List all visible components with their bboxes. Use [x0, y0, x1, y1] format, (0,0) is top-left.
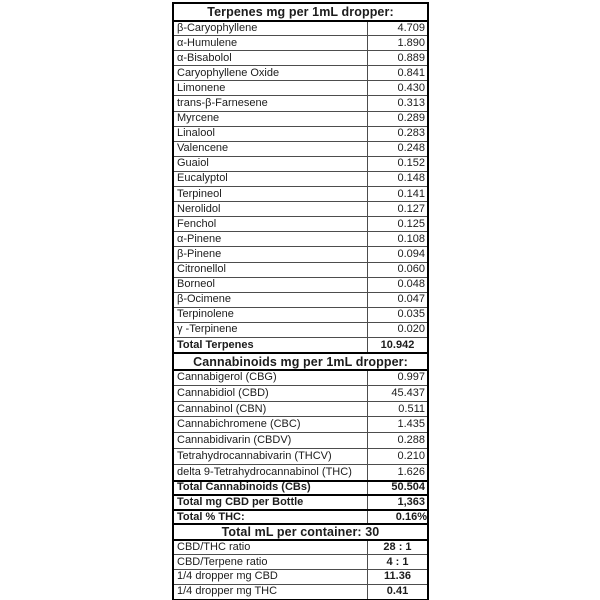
row-value: 28 : 1	[383, 541, 412, 554]
row-label: α-Pinene	[174, 232, 368, 246]
row-value: 0.020	[397, 323, 425, 336]
table-row	[174, 20, 427, 35]
row-value: 0.127	[397, 202, 425, 215]
table-row	[174, 141, 427, 156]
table-row	[174, 464, 427, 480]
row-label: Valencene	[174, 142, 368, 156]
row-label: 1/4 dropper mg THC	[174, 585, 368, 599]
row-label: Guaiol	[174, 157, 368, 171]
row-label: Terpineol	[174, 187, 368, 201]
table-row	[174, 401, 427, 417]
row-value: 1.890	[397, 36, 425, 49]
row-label: Tetrahydrocannabivarin (THCV)	[174, 449, 368, 464]
row-value: 4.709	[397, 22, 425, 35]
table-row	[174, 554, 427, 569]
table-row	[174, 584, 427, 599]
row-label: Caryophyllene Oxide	[174, 66, 368, 80]
table-row	[174, 246, 427, 261]
row-value: 0.41	[386, 585, 409, 598]
potency-table	[172, 2, 429, 600]
row-value: 0.094	[397, 247, 425, 260]
row-value: 0.152	[397, 157, 425, 170]
container-section	[174, 523, 427, 598]
row-value: 0.430	[397, 81, 425, 94]
cannabinoids-section-header: Cannabinoids mg per 1mL dropper:	[174, 352, 427, 369]
row-value: 0.048	[397, 278, 425, 291]
terpenes-section-header: Terpenes mg per 1mL dropper:	[207, 5, 394, 19]
row-label: Limonene	[174, 81, 368, 95]
table-row	[174, 307, 427, 322]
table-row	[174, 509, 427, 524]
row-label: Total mg CBD per Bottle	[174, 496, 368, 509]
row-value: 0.841	[397, 66, 425, 79]
row-label: Cannabidivarin (CBDV)	[174, 433, 368, 448]
row-value: 50.504	[391, 481, 425, 494]
row-label: Cannabigerol (CBG)	[174, 371, 368, 385]
row-label: Total Terpenes	[174, 338, 368, 352]
row-label: Borneol	[174, 278, 368, 292]
row-label: β-Ocimene	[174, 293, 368, 307]
row-label: CBD/THC ratio	[174, 541, 368, 554]
row-value: 0.248	[397, 142, 425, 155]
row-label: Eucalyptol	[174, 172, 368, 186]
row-value: 0.997	[397, 371, 425, 384]
table-row	[174, 156, 427, 171]
table-row	[174, 539, 427, 554]
table-row	[174, 126, 427, 141]
row-label: α-Humulene	[174, 36, 368, 50]
table-row	[174, 385, 427, 401]
row-value: 0.125	[397, 217, 425, 230]
row-value: 0.16%	[395, 510, 427, 523]
table-row	[174, 432, 427, 448]
row-label: CBD/Terpene ratio	[174, 555, 368, 569]
row-label: 1/4 dropper mg CBD	[174, 570, 368, 584]
row-label: Nerolidol	[174, 202, 368, 216]
row-value: 0.060	[397, 263, 425, 276]
table-row	[174, 322, 427, 337]
table-row	[174, 448, 427, 464]
table-row	[174, 65, 427, 80]
table-row	[174, 231, 427, 246]
row-value: 0.283	[397, 127, 425, 140]
row-label: Linalool	[174, 127, 368, 141]
row-label: trans-β-Farnesene	[174, 96, 368, 110]
row-value: 0.141	[397, 187, 425, 200]
container-section-header: Total mL per container: 30	[174, 523, 427, 539]
table-row	[174, 337, 427, 352]
table-row	[174, 35, 427, 50]
row-value: 0.313	[397, 97, 425, 110]
row-label: γ -Terpinene	[174, 323, 368, 337]
table-row	[174, 416, 427, 432]
row-label: Total Cannabinoids (CBs)	[174, 482, 368, 495]
table-row	[174, 80, 427, 95]
table-row	[174, 369, 427, 385]
row-label: Fenchol	[174, 217, 368, 231]
row-label: Total % THC:	[174, 511, 368, 524]
row-value: 10.942	[380, 338, 415, 351]
table-row	[174, 171, 427, 186]
row-value: 11.36	[384, 570, 411, 583]
table-row	[174, 186, 427, 201]
table-row	[174, 111, 427, 126]
table-row	[174, 569, 427, 584]
row-label: Terpinolene	[174, 308, 368, 322]
row-value: 1.435	[397, 418, 425, 431]
table-row	[174, 216, 427, 231]
row-label: Cannabinol (CBN)	[174, 402, 368, 417]
row-value: 0.108	[397, 232, 425, 245]
row-value: 0.511	[398, 402, 425, 415]
cannabinoids-section	[174, 352, 427, 523]
row-label: delta 9-Tetrahydrocannabinol (THC)	[174, 465, 368, 480]
row-value: 1.626	[397, 465, 425, 478]
table-row	[174, 50, 427, 65]
row-label: α-Bisabolol	[174, 51, 368, 65]
row-value: 0.288	[397, 434, 425, 447]
row-value: 0.289	[397, 112, 425, 125]
table-row	[174, 494, 427, 509]
table-row	[174, 277, 427, 292]
table-row	[174, 292, 427, 307]
row-label: β-Caryophyllene	[174, 22, 368, 35]
row-value: 4 : 1	[386, 555, 409, 568]
row-value: 0.047	[397, 293, 425, 306]
row-value: 45.437	[391, 386, 425, 399]
row-value: 0.148	[397, 172, 425, 185]
row-label: Cannabidiol (CBD)	[174, 386, 368, 401]
table-row	[174, 480, 427, 495]
row-value: 0.889	[397, 51, 425, 64]
row-label: Myrcene	[174, 112, 368, 126]
table-row	[174, 95, 427, 110]
row-label: Citronellol	[174, 263, 368, 277]
terpenes-section	[174, 4, 427, 352]
row-label: β-Pinene	[174, 247, 368, 261]
row-label: Cannabichromene (CBC)	[174, 417, 368, 432]
row-value: 1,363	[397, 496, 425, 509]
row-value: 0.035	[397, 308, 425, 321]
table-row	[174, 262, 427, 277]
table-row	[174, 201, 427, 216]
row-value: 0.210	[397, 449, 425, 462]
